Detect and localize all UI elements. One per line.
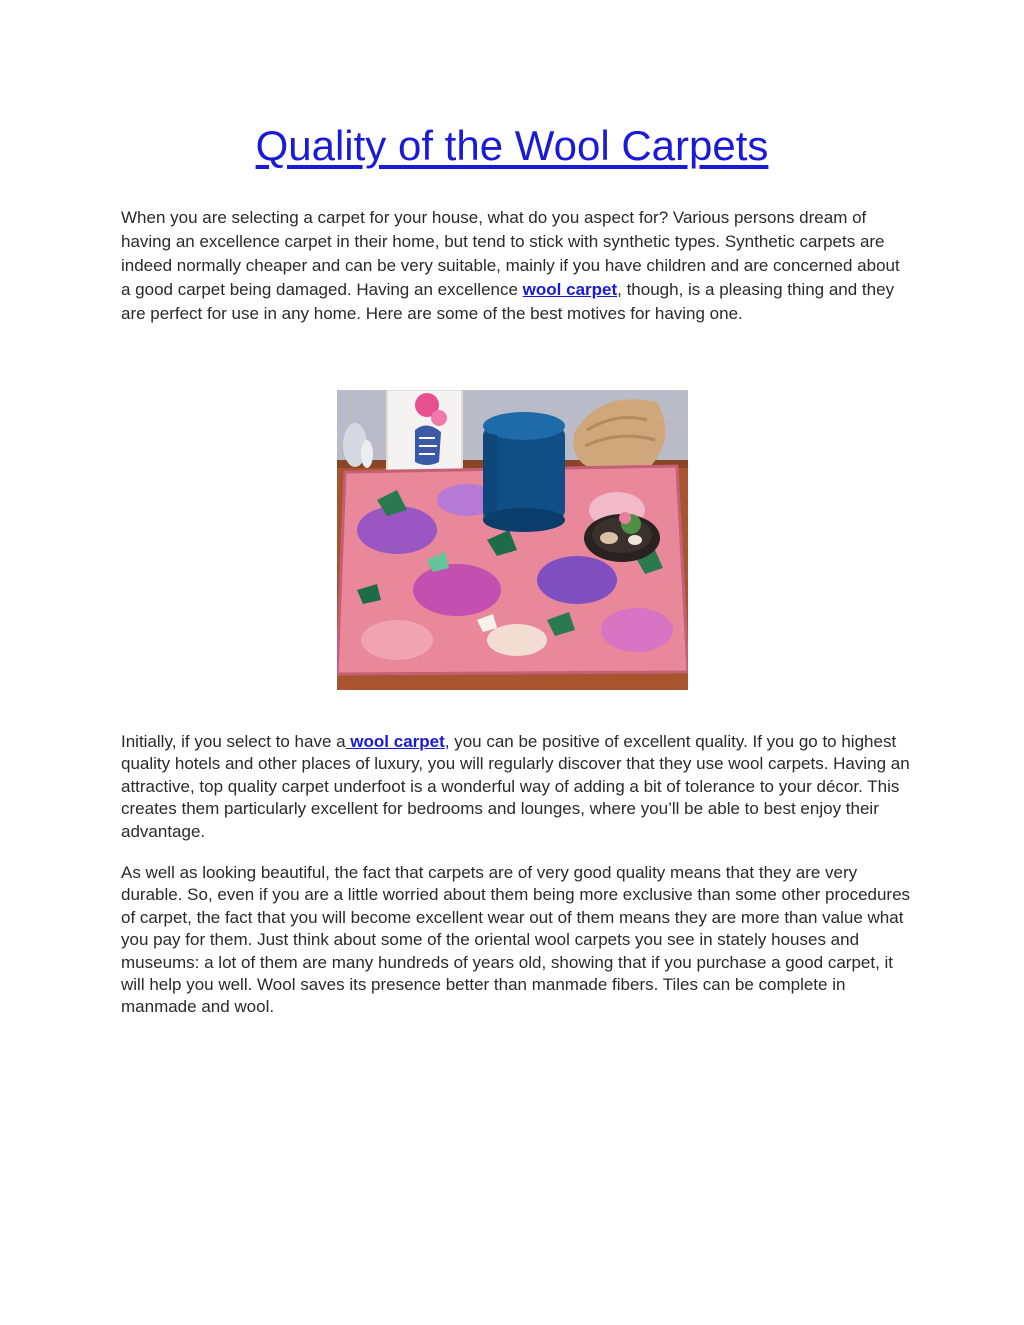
intro-paragraph: [121, 206, 911, 326]
page-title[interactable]: Quality of the Wool Carpets: [255, 122, 769, 169]
durability-paragraph: As well as looking beautiful, the fact that carpets are of very good quality means that they are very durable. So, even if you are a little worried about them being more exclusive than some other procedures of carpet, the fact that you will become excellent wear out of them means they are more than value what you pay for them. Just think about some of the oriental wool carpets you see in stately houses and museums: a lot of them are many hundreds of years old, showing that if you purchase a good carpet, it will help you well. Wool saves its presence better than manmade fibers. Tiles can be complete in manmade and wool.: [121, 863, 911, 1017]
quality-paragraph: [121, 731, 911, 843]
wool-carpet-link[interactable]: wool carpet: [345, 732, 445, 751]
paragraph-text: Initially, if you select to have a: [121, 732, 346, 751]
paragraph-text: When you are selecting a carpet for your house, what do you aspect for? Various persons dream of having an excellence carpet in their home, but tend to stick with synthetic types. Synthetic carpets are indeed normally cheaper and can be very suitable, mainly if you have children and are concerned about a good carpet being damaged. Having an excellence: [121, 208, 900, 299]
paragraph-text: , though, is a pleasing thing and they are perfect for use in any home. Here are some of the best motives for having one.: [121, 280, 895, 323]
wool-carpet-photo: [337, 390, 688, 690]
paragraph-text: , you can be positive of excellent quality. If you go to highest quality hotels and other places of luxury, you will regularly discover that they use wool carpets. Having an attractive, top quality carpet underfoot is a wonderful way of adding a bit of tolerance to your décor. This creates them particularly excellent for bedrooms and lounges, where you’ll be able to best enjoy their advantage.: [121, 732, 910, 841]
wool-carpet-link[interactable]: wool carpet: [522, 280, 618, 299]
